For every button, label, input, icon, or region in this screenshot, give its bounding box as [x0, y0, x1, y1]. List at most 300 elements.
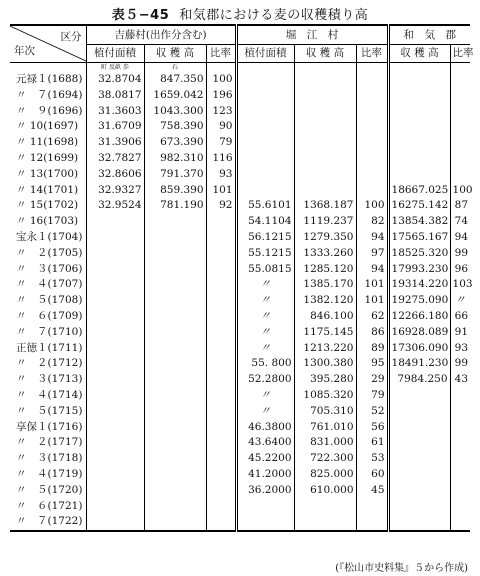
- cell-harvest-1: 1659.042: [144, 88, 206, 104]
- cell-ratio-3: 〃: [450, 293, 470, 309]
- cell-ratio-1: [206, 388, 236, 404]
- cell-harvest-1: [144, 293, 206, 309]
- cell-ratio-1: [206, 262, 236, 278]
- cell-harvest-1: 673.390: [144, 135, 206, 151]
- table-row: [10, 151, 470, 167]
- cell-ratio-3: 87: [450, 198, 470, 214]
- cell-area-2: 〃: [236, 388, 294, 404]
- cell-harvest-2: [294, 167, 356, 183]
- subcol-area-2: 植付面積: [236, 45, 294, 63]
- cell-ratio-2: 101: [356, 293, 388, 309]
- cell-area-1: 32.8606: [86, 167, 144, 183]
- cell-ratio-1: [206, 372, 236, 388]
- cell-area-1: [86, 499, 144, 515]
- cell-ratio-2: 82: [356, 214, 388, 230]
- cell-harvest-1: [144, 404, 206, 420]
- cell-harvest-2: 1279.350: [294, 230, 356, 246]
- group-wake: 和 気 郡: [388, 25, 470, 45]
- cell-harvest-3: [388, 420, 450, 436]
- cell-area-2: 54.1104: [236, 214, 294, 230]
- cell-ratio-2: 79: [356, 388, 388, 404]
- cell-year: 〃 12(1699): [16, 151, 79, 164]
- cell-ratio-3: [450, 404, 470, 420]
- cell-year: 〃 ６(1721): [16, 499, 83, 512]
- table-row: [10, 230, 470, 246]
- corner-label-year: 年次: [14, 45, 35, 57]
- subcol-area-1: 植付面積: [86, 45, 144, 63]
- cell-ratio-3: 91: [450, 325, 470, 341]
- cell-ratio-3: [450, 435, 470, 451]
- cell-ratio-3: 103: [450, 277, 470, 293]
- cell-harvest-2: 1300.380: [294, 356, 356, 372]
- cell-ratio-1: 93: [206, 167, 236, 183]
- cell-ratio-2: [356, 135, 388, 151]
- cell-area-1: [86, 277, 144, 293]
- cell-area-1: [86, 262, 144, 278]
- cell-area-2: [236, 104, 294, 120]
- cell-harvest-3: [388, 119, 450, 135]
- cell-ratio-3: 43: [450, 372, 470, 388]
- cell-ratio-1: 90: [206, 119, 236, 135]
- cell-harvest-2: [294, 72, 356, 88]
- cell-year: 〃 15(1702): [16, 199, 79, 212]
- cell-ratio-1: [206, 293, 236, 309]
- table-row: [10, 325, 470, 341]
- cell-ratio-3: [450, 167, 470, 183]
- cell-ratio-2: [356, 119, 388, 135]
- cell-harvest-3: 16928.089: [388, 325, 450, 341]
- cell-ratio-2: 53: [356, 451, 388, 467]
- cell-harvest-1: [144, 388, 206, 404]
- subcol-ratio-3: 比率: [450, 45, 470, 63]
- cell-year: 〃 14(1701): [16, 183, 79, 196]
- cell-area-2: 46.3800: [236, 420, 294, 436]
- group-horie: 堀 江 村: [236, 25, 388, 45]
- cell-harvest-1: [144, 277, 206, 293]
- cell-area-2: 55.6101: [236, 198, 294, 214]
- cell-year: 〃 ９(1696): [16, 104, 83, 117]
- cell-harvest-1: [144, 483, 206, 499]
- cell-ratio-1: [206, 483, 236, 499]
- cell-area-2: 〃: [236, 277, 294, 293]
- cell-harvest-1: [144, 514, 206, 531]
- unit-koku: 石: [144, 63, 206, 73]
- table-body: [10, 63, 473, 532]
- cell-year: 〃 ６(1709): [16, 309, 83, 322]
- cell-harvest-2: 761.010: [294, 420, 356, 436]
- cell-area-1: [86, 309, 144, 325]
- table-title: [0, 4, 480, 23]
- table-row: [10, 277, 470, 293]
- cell-harvest-1: 758.390: [144, 119, 206, 135]
- cell-area-1: [86, 325, 144, 341]
- cell-ratio-1: 123: [206, 104, 236, 120]
- cell-area-1: [86, 214, 144, 230]
- cell-area-2: [236, 119, 294, 135]
- cell-harvest-2: 1175.145: [294, 325, 356, 341]
- cell-area-2: [236, 135, 294, 151]
- table-row: [10, 198, 470, 214]
- cell-ratio-1: [206, 309, 236, 325]
- unit-area: 町 反畝 歩: [86, 63, 144, 73]
- table-row: [10, 341, 470, 357]
- cell-harvest-1: [144, 262, 206, 278]
- corner-cell: [10, 25, 86, 63]
- cell-ratio-3: [450, 151, 470, 167]
- cell-harvest-2: 1213.220: [294, 341, 356, 357]
- cell-area-2: 〃: [236, 341, 294, 357]
- cell-harvest-1: [144, 356, 206, 372]
- cell-area-2: [236, 72, 294, 88]
- cell-harvest-3: 17565.167: [388, 230, 450, 246]
- cell-ratio-3: [450, 119, 470, 135]
- cell-ratio-1: 92: [206, 198, 236, 214]
- cell-year: 〃 11(1698): [16, 136, 79, 149]
- cell-area-1: [86, 514, 144, 531]
- cell-area-2: 55. 800: [236, 356, 294, 372]
- cell-ratio-2: [356, 183, 388, 199]
- cell-year: 宝永１(1704): [16, 230, 83, 243]
- table-row: [10, 88, 470, 104]
- cell-ratio-2: [356, 104, 388, 120]
- cell-ratio-1: [206, 435, 236, 451]
- cell-harvest-1: 982.310: [144, 151, 206, 167]
- table-row: [10, 214, 470, 230]
- cell-ratio-2: 86: [356, 325, 388, 341]
- cell-harvest-1: [144, 435, 206, 451]
- cell-harvest-2: 1285.120: [294, 262, 356, 278]
- cell-year: 享保１(1716): [16, 420, 83, 433]
- cell-harvest-2: [294, 499, 356, 515]
- cell-area-1: 32.8704: [86, 72, 144, 88]
- cell-ratio-1: [206, 277, 236, 293]
- subcol-harvest-2: 収 穫 高: [294, 45, 356, 63]
- cell-area-1: [86, 246, 144, 262]
- table-number: 表５−45: [111, 8, 170, 23]
- cell-ratio-3: [450, 483, 470, 499]
- cell-area-1: 32.9524: [86, 198, 144, 214]
- table-row: [10, 356, 470, 372]
- cell-ratio-1: [206, 341, 236, 357]
- cell-harvest-2: 705.310: [294, 404, 356, 420]
- table-row: [10, 483, 470, 499]
- corner-label-category: 区分: [60, 31, 82, 43]
- table-row: [10, 293, 470, 309]
- cell-harvest-1: 781.190: [144, 198, 206, 214]
- cell-ratio-3: 74: [450, 214, 470, 230]
- cell-harvest-3: 7984.250: [388, 372, 450, 388]
- cell-area-2: 〃: [236, 309, 294, 325]
- table-row: [10, 372, 470, 388]
- cell-harvest-1: [144, 451, 206, 467]
- cell-ratio-1: [206, 214, 236, 230]
- cell-harvest-3: [388, 151, 450, 167]
- table-row: [10, 183, 470, 199]
- table-row: [10, 119, 470, 135]
- cell-ratio-1: [206, 451, 236, 467]
- cell-year: 〃 ５(1715): [16, 404, 83, 417]
- cell-area-1: [86, 483, 144, 499]
- table-row: [10, 499, 470, 515]
- cell-area-2: [236, 183, 294, 199]
- cell-area-2: 55.0815: [236, 262, 294, 278]
- cell-harvest-3: [388, 499, 450, 515]
- harvest-table: [10, 24, 474, 532]
- cell-ratio-2: 61: [356, 435, 388, 451]
- cell-year: 〃 ２(1705): [16, 246, 83, 259]
- cell-area-1: [86, 420, 144, 436]
- cell-harvest-2: 1119.237: [294, 214, 356, 230]
- cell-harvest-3: [388, 467, 450, 483]
- cell-area-2: 55.1215: [236, 246, 294, 262]
- cell-harvest-1: [144, 420, 206, 436]
- cell-area-2: [236, 88, 294, 104]
- subcol-ratio-2: 比率: [356, 45, 388, 63]
- cell-ratio-1: [206, 246, 236, 262]
- cell-harvest-1: [144, 499, 206, 515]
- cell-ratio-2: [356, 88, 388, 104]
- cell-area-1: 31.3906: [86, 135, 144, 151]
- cell-harvest-3: 16275.142: [388, 198, 450, 214]
- cell-harvest-3: 17306.090: [388, 341, 450, 357]
- cell-year: 〃 ７(1722): [16, 515, 83, 528]
- cell-ratio-2: 60: [356, 467, 388, 483]
- group-yoshifuji: 吉藤村(出作分含む): [86, 25, 236, 45]
- cell-ratio-2: 97: [356, 246, 388, 262]
- cell-ratio-1: [206, 499, 236, 515]
- cell-ratio-1: [206, 514, 236, 531]
- cell-harvest-3: [388, 167, 450, 183]
- cell-harvest-3: 19314.220: [388, 277, 450, 293]
- cell-harvest-1: [144, 309, 206, 325]
- cell-ratio-2: [356, 514, 388, 531]
- cell-harvest-2: [294, 183, 356, 199]
- cell-harvest-2: 846.100: [294, 309, 356, 325]
- cell-harvest-2: [294, 151, 356, 167]
- cell-harvest-3: [388, 104, 450, 120]
- cell-harvest-3: [388, 88, 450, 104]
- cell-harvest-3: 17993.230: [388, 262, 450, 278]
- cell-ratio-2: [356, 72, 388, 88]
- header-row-groups: [10, 25, 470, 45]
- table-row: [10, 72, 470, 88]
- cell-ratio-3: 99: [450, 246, 470, 262]
- cell-ratio-2: 89: [356, 341, 388, 357]
- cell-area-2: 56.1215: [236, 230, 294, 246]
- cell-area-1: 32.9327: [86, 183, 144, 199]
- cell-ratio-1: 79: [206, 135, 236, 151]
- cell-harvest-1: [144, 372, 206, 388]
- cell-harvest-2: 1085.320: [294, 388, 356, 404]
- subcol-ratio-1: 比率: [206, 45, 236, 63]
- cell-harvest-2: 395.280: [294, 372, 356, 388]
- cell-year: 〃 ３(1706): [16, 262, 83, 275]
- cell-ratio-3: [450, 467, 470, 483]
- table-caption: 和気郡における麦の収穫積り高: [179, 8, 369, 23]
- cell-harvest-2: 1385.170: [294, 277, 356, 293]
- cell-area-2: [236, 151, 294, 167]
- cell-area-1: [86, 230, 144, 246]
- cell-ratio-3: [450, 135, 470, 151]
- cell-area-2: 〃: [236, 325, 294, 341]
- cell-area-1: [86, 341, 144, 357]
- cell-harvest-1: 791.370: [144, 167, 206, 183]
- cell-area-1: [86, 404, 144, 420]
- unit-row: [10, 63, 470, 73]
- cell-ratio-1: [206, 325, 236, 341]
- cell-harvest-3: [388, 72, 450, 88]
- cell-year: 〃 ３(1713): [16, 373, 83, 386]
- table-row: [10, 309, 470, 325]
- cell-area-1: [86, 435, 144, 451]
- cell-harvest-3: [388, 451, 450, 467]
- cell-ratio-3: 96: [450, 262, 470, 278]
- cell-area-1: [86, 372, 144, 388]
- table-row: [10, 167, 470, 183]
- cell-harvest-2: [294, 88, 356, 104]
- cell-ratio-2: 52: [356, 404, 388, 420]
- table-row: [10, 404, 470, 420]
- cell-ratio-2: 95: [356, 356, 388, 372]
- table-row: [10, 451, 470, 467]
- cell-harvest-3: [388, 514, 450, 531]
- subcol-harvest-3: 収 穫 高: [388, 45, 450, 63]
- cell-harvest-2: 722.300: [294, 451, 356, 467]
- cell-harvest-2: 1382.120: [294, 293, 356, 309]
- table-row: [10, 246, 470, 262]
- table-row: [10, 420, 470, 436]
- cell-ratio-1: 101: [206, 183, 236, 199]
- cell-year: 〃 ４(1714): [16, 388, 83, 401]
- table-row: [10, 435, 470, 451]
- cell-ratio-1: [206, 356, 236, 372]
- cell-ratio-3: [450, 388, 470, 404]
- cell-harvest-3: 18667.025: [388, 183, 450, 199]
- cell-area-1: 31.6709: [86, 119, 144, 135]
- cell-harvest-1: [144, 467, 206, 483]
- cell-year: 正徳１(1711): [16, 341, 83, 354]
- cell-harvest-3: [388, 435, 450, 451]
- cell-ratio-3: [450, 514, 470, 531]
- cell-harvest-2: 831.000: [294, 435, 356, 451]
- cell-harvest-3: [388, 135, 450, 151]
- cell-harvest-2: 1333.260: [294, 246, 356, 262]
- cell-area-2: 〃: [236, 293, 294, 309]
- cell-ratio-3: 66: [450, 309, 470, 325]
- table-row: [10, 514, 470, 531]
- cell-harvest-2: 610.000: [294, 483, 356, 499]
- cell-ratio-3: 100: [450, 183, 470, 199]
- cell-year: 〃 ２(1717): [16, 436, 83, 449]
- cell-area-1: 31.3603: [86, 104, 144, 120]
- cell-harvest-2: 825.000: [294, 467, 356, 483]
- cell-ratio-1: [206, 230, 236, 246]
- cell-area-2: 52.2800: [236, 372, 294, 388]
- cell-year: 〃 ５(1720): [16, 483, 83, 496]
- cell-area-1: [86, 388, 144, 404]
- cell-harvest-2: [294, 119, 356, 135]
- table-row: [10, 104, 470, 120]
- cell-area-1: 32.7827: [86, 151, 144, 167]
- cell-harvest-3: 12266.180: [388, 309, 450, 325]
- cell-year: 〃 13(1700): [16, 167, 79, 180]
- cell-year: 〃 ２(1712): [16, 357, 83, 370]
- cell-ratio-3: [450, 499, 470, 515]
- cell-area-2: 〃: [236, 404, 294, 420]
- cell-harvest-1: [144, 214, 206, 230]
- cell-area-2: [236, 167, 294, 183]
- cell-ratio-3: [450, 72, 470, 88]
- cell-ratio-3: 93: [450, 341, 470, 357]
- table-row: [10, 388, 470, 404]
- source-note: (『松山市史料集』５から作成): [335, 563, 468, 574]
- cell-ratio-2: [356, 151, 388, 167]
- cell-ratio-1: 196: [206, 88, 236, 104]
- cell-harvest-3: 13854.382: [388, 214, 450, 230]
- cell-year: 〃 ７(1694): [16, 88, 83, 101]
- cell-ratio-2: 29: [356, 372, 388, 388]
- cell-area-1: [86, 356, 144, 372]
- cell-ratio-1: [206, 467, 236, 483]
- cell-area-2: 36.2000: [236, 483, 294, 499]
- harvest-table-container: [10, 24, 474, 532]
- cell-harvest-1: [144, 325, 206, 341]
- cell-harvest-3: 18491.230: [388, 356, 450, 372]
- cell-ratio-3: 94: [450, 230, 470, 246]
- cell-year: 〃 ７(1710): [16, 325, 83, 338]
- cell-harvest-2: [294, 514, 356, 531]
- cell-harvest-1: 859.390: [144, 183, 206, 199]
- cell-harvest-1: 1043.300: [144, 104, 206, 120]
- cell-ratio-3: 99: [450, 356, 470, 372]
- cell-harvest-3: [388, 483, 450, 499]
- cell-harvest-3: 18525.320: [388, 246, 450, 262]
- cell-harvest-2: [294, 104, 356, 120]
- cell-harvest-3: [388, 388, 450, 404]
- cell-harvest-1: 847.350: [144, 72, 206, 88]
- cell-ratio-2: 45: [356, 483, 388, 499]
- cell-ratio-2: [356, 167, 388, 183]
- cell-ratio-1: [206, 404, 236, 420]
- cell-harvest-1: [144, 246, 206, 262]
- cell-area-1: 38.0817: [86, 88, 144, 104]
- cell-ratio-2: 101: [356, 277, 388, 293]
- cell-year: 〃 ５(1708): [16, 294, 83, 307]
- cell-harvest-3: [388, 404, 450, 420]
- cell-harvest-1: [144, 341, 206, 357]
- cell-area-1: [86, 451, 144, 467]
- cell-ratio-2: 56: [356, 420, 388, 436]
- subcol-harvest-1: 収 穫 高: [144, 45, 206, 63]
- cell-harvest-3: 19275.090: [388, 293, 450, 309]
- table-row: [10, 467, 470, 483]
- cell-ratio-2: 100: [356, 198, 388, 214]
- cell-area-2: [236, 514, 294, 531]
- table-row: [10, 135, 470, 151]
- cell-area-2: 41.2000: [236, 467, 294, 483]
- cell-year: 元禄１(1688): [16, 73, 83, 85]
- cell-area-2: 43.6400: [236, 435, 294, 451]
- cell-ratio-3: [450, 104, 470, 120]
- cell-year: 〃 ４(1707): [16, 278, 83, 291]
- cell-harvest-1: [144, 230, 206, 246]
- cell-ratio-3: [450, 420, 470, 436]
- cell-ratio-3: [450, 88, 470, 104]
- cell-area-2: 45.2200: [236, 451, 294, 467]
- cell-area-1: [86, 293, 144, 309]
- cell-ratio-2: 94: [356, 230, 388, 246]
- cell-year: 〃 ３(1718): [16, 452, 83, 465]
